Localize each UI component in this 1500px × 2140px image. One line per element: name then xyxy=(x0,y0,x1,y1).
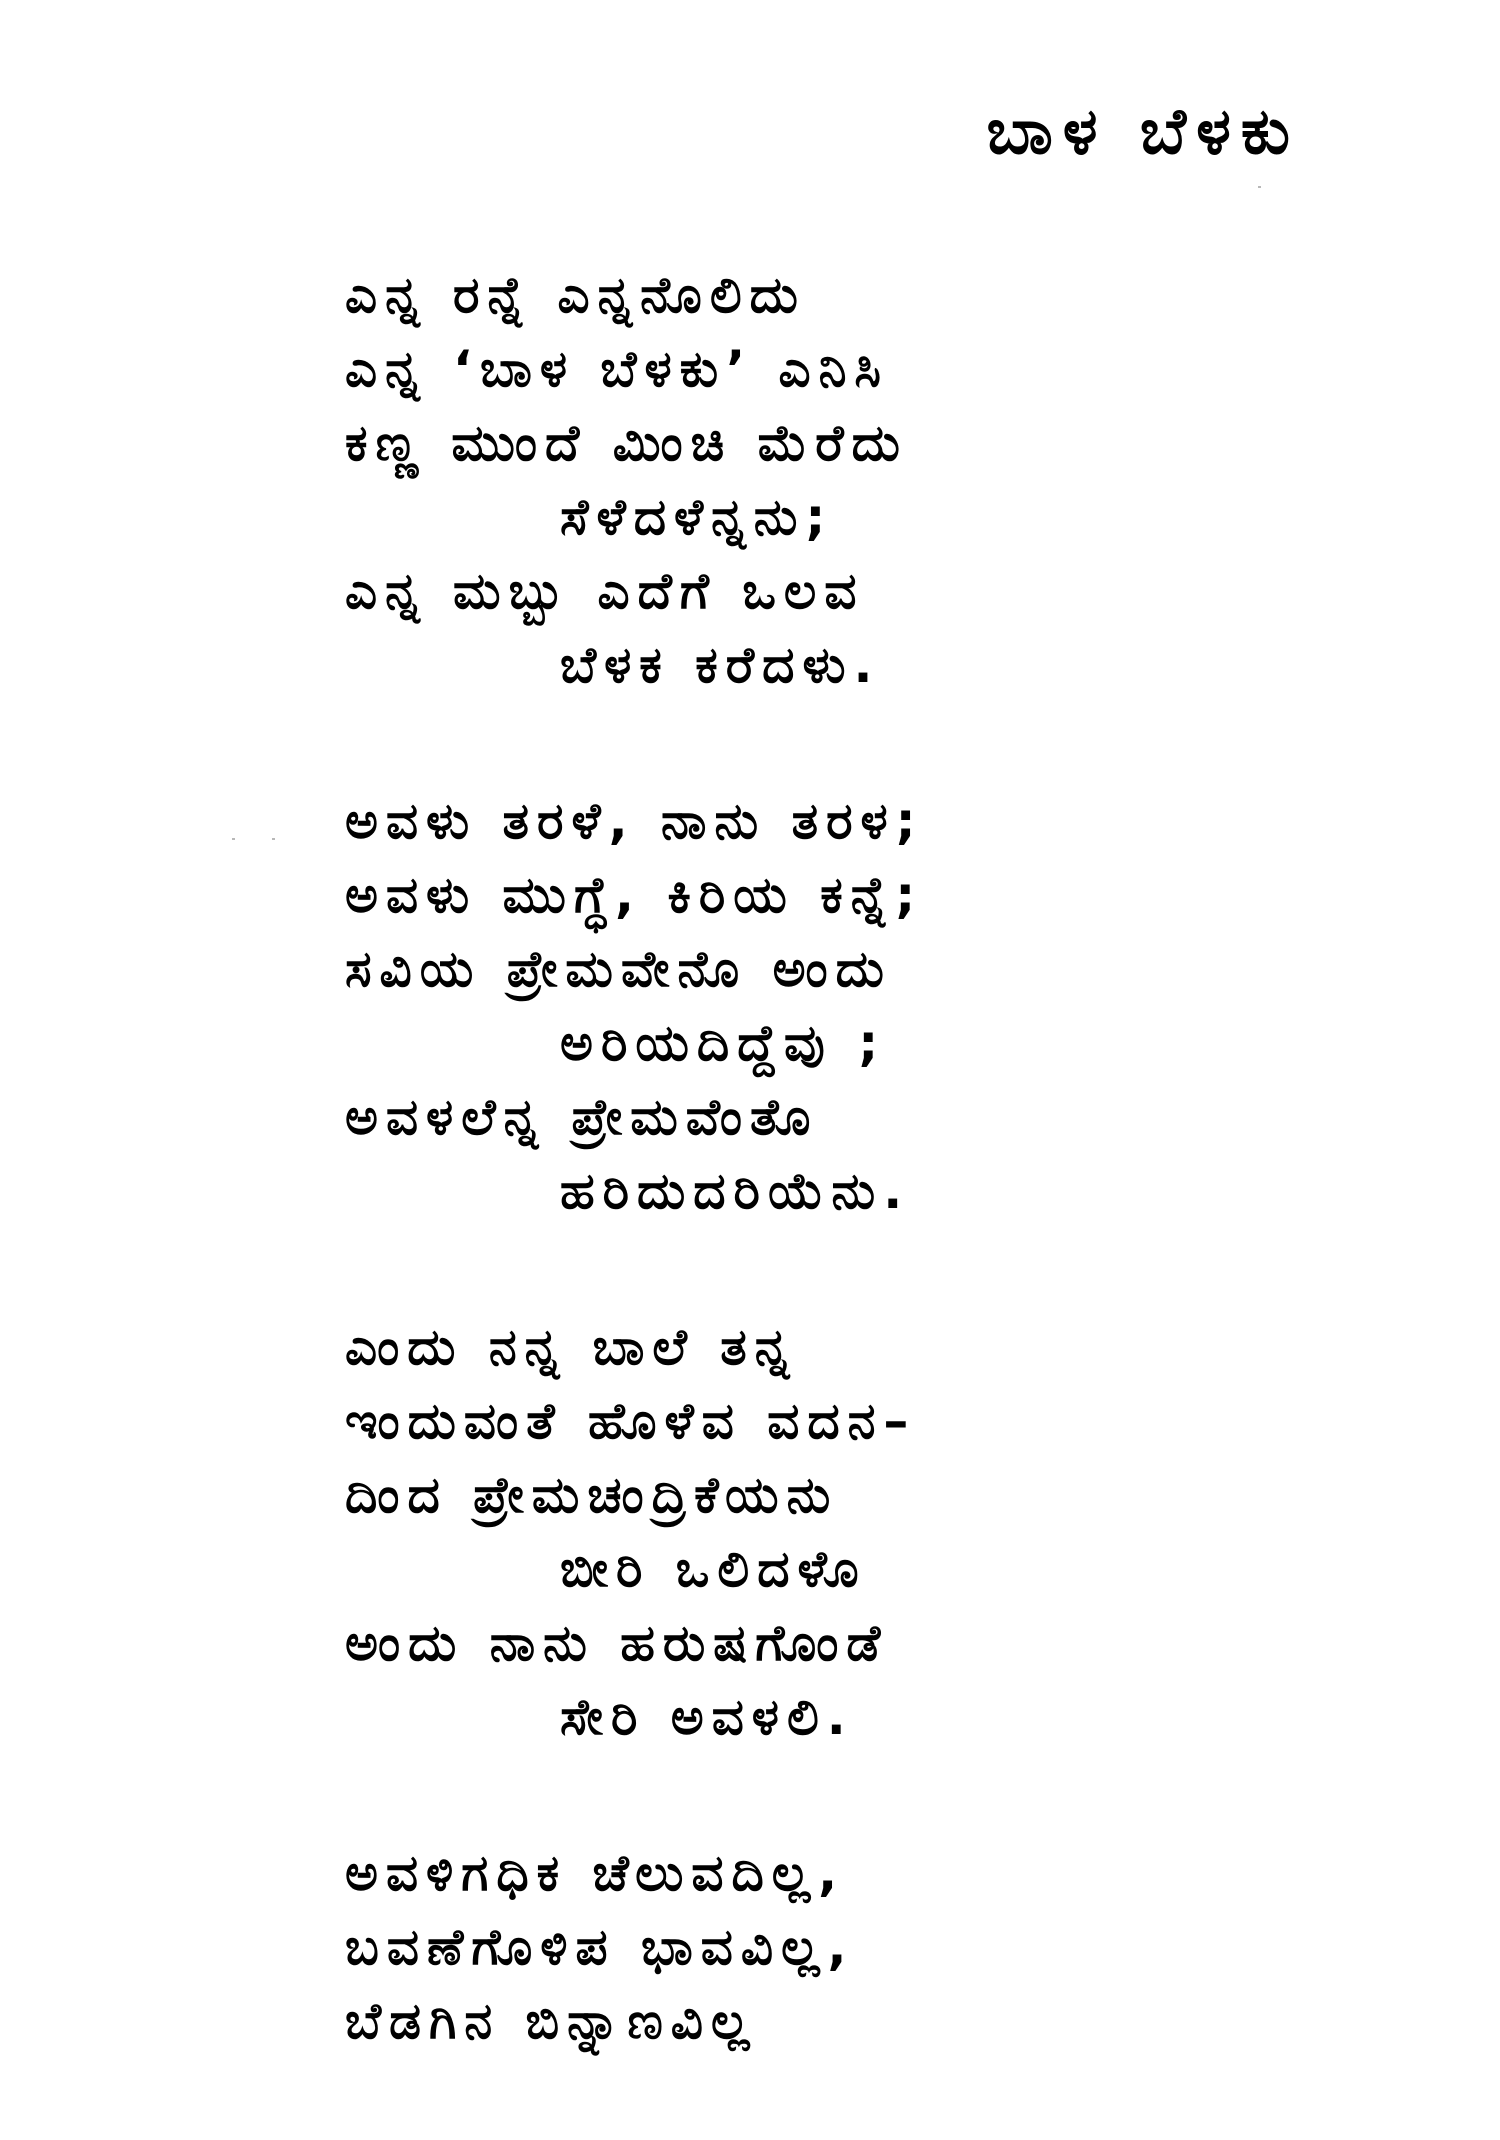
poem-line: ಎನ್ನ ರನ್ನೆ ಎನ್ನನೊಲಿದು xyxy=(345,266,806,324)
stanza xyxy=(345,1310,1345,1754)
poem-line-indented: ಅರಿಯದಿದ್ದೆವು ; xyxy=(560,1014,887,1072)
poem-line-indented: ಸೆಳೆದಳೆನ್ನನು; xyxy=(560,488,834,546)
poem-line: ಎನ್ನ ಮಬ್ಬು ಎದೆಗೆ ಒಲವ xyxy=(345,562,865,620)
poem-line: ಅವಳಿಗಧಿಕ ಚೆಲುವದಿಲ್ಲ, xyxy=(345,1844,846,1902)
stanza xyxy=(345,258,1345,702)
scan-speck xyxy=(1258,186,1261,188)
poem-line: ಸವಿಯ ಪ್ರೇಮವೇನೊ ಅಂದು xyxy=(345,940,892,998)
poem-line: ಅವಳು ತರಳೆ, ನಾನು ತರಳ; xyxy=(345,792,924,850)
poem-line: ಇಂದುವಂತೆ ಹೊಳೆವ ವದನ– xyxy=(345,1392,917,1450)
poem-line: ಎನ್ನ ‘ಬಾಳ ಬೆಳಕು’ ಎನಿಸಿ xyxy=(345,340,889,398)
stanza xyxy=(345,784,1345,1228)
poem-line: ಅವಳಲೆನ್ನ ಪ್ರೇಮವೆಂತೊ xyxy=(345,1088,819,1146)
poem-line: ದಿಂದ ಪ್ರೇಮಚಂದ್ರಿಕೆಯನು xyxy=(345,1466,839,1524)
poem-title: ಬಾಳ ಬೆಳಕು xyxy=(986,95,1300,169)
poem-line: ಅವಳು ಮುಗ್ಧೆ, ಕಿರಿಯ ಕನ್ನೆ; xyxy=(345,866,924,924)
poem-line-indented: ಹರಿದುದರಿಯೆನು. xyxy=(560,1162,911,1220)
poem-line-indented: ಸೇರಿ ಅವಳಲಿ. xyxy=(560,1688,854,1746)
poem-line: ಕಣ್ಣ ಮುಂದೆ ಮಿಂಚಿ ಮೆರೆದು xyxy=(345,414,908,472)
poem-line-indented: ಬೀರಿ ಒಲಿದಳೊ xyxy=(560,1540,867,1598)
poem-line-indented: ಬೆಳಕ ಕರೆದಳು. xyxy=(560,636,881,694)
poem-body xyxy=(345,258,1345,2140)
poem-line: ಎಂದು ನನ್ನ ಬಾಲೆ ತನ್ನ xyxy=(345,1318,798,1376)
poem-line: ಬೆಡಗಿನ ಬಿನ್ನಾಣವಿಲ್ಲ xyxy=(345,1992,758,2050)
scan-speck xyxy=(272,838,275,840)
stanza xyxy=(345,1836,1345,2058)
poem-line: ಬವಣೆಗೊಳಿಪ ಭಾವವಿಲ್ಲ, xyxy=(345,1918,855,1976)
poem-line: ಅಂದು ನಾನು ಹರುಷಗೊಂಡೆ xyxy=(345,1614,889,1672)
scan-speck xyxy=(232,838,235,840)
